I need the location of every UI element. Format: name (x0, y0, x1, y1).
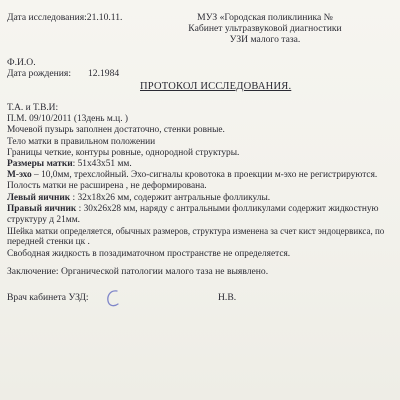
m-echo-label: М-эхо (7, 170, 32, 181)
protocol-line-uterus-position: Тело матки в правильном положении (7, 136, 156, 147)
conclusion: Заключение: Органической патологии малого таза не выявлено. (7, 266, 269, 277)
right-ovary-value: : 30х26х28 мм, наряду с антральными фолликулами содержит жидкостную (76, 203, 379, 214)
protocol-line-m-echo (7, 170, 397, 181)
protocol-line-cycle: П.М. 09/10/2011 (13день м.ц. ) (7, 114, 129, 125)
uterus-size-label: Размеры матки (7, 159, 73, 170)
org-department: Кабинет ультразвуковой диагностики (188, 23, 342, 34)
protocol-line-free-fluid: Свободная жидкость в позадиматочном пространстве не определяется. (7, 248, 291, 259)
left-ovary-label: Левый яичник (7, 192, 71, 203)
protocol-line-uterus-size (7, 159, 397, 170)
protocol-line-right-ovary (7, 204, 397, 215)
protocol-title: ПРОТОКОЛ ИССЛЕДОВАНИЯ. (140, 81, 292, 92)
protocol-line-cervix-cont: передней стенки цк . (7, 237, 90, 248)
dob-label: Дата рождения: (7, 68, 71, 79)
study-date: Дата исследования:21.10.11. (7, 12, 123, 23)
doctor-initials: Н.В. (218, 292, 237, 303)
protocol-body (7, 103, 397, 260)
protocol-line-right-ovary-cont: структуру д 21мм. (7, 215, 81, 226)
org-study-type: УЗИ малого таза. (229, 34, 301, 45)
uterus-size-value: : 51х43х51 мм. (72, 159, 132, 170)
protocol-line-uterus-structure: Границы четкие, контуры ровные, однородной структуры. (7, 147, 240, 158)
protocol-line-names: Т.А. и Т.В.И: (7, 103, 59, 113)
fio-label: Ф.И.О. (7, 57, 36, 68)
signature-mark (102, 287, 124, 309)
m-echo-value: – 10,0мм, трехслойный. Эхо-сигналы кровотока в проекции м-эхо не регистрируются. (31, 170, 378, 181)
doctor-label: Врач кабинета УЗД: (7, 292, 89, 303)
protocol-line-bladder: Мочевой пузырь заполнен достаточно, стенки ровные. (7, 125, 225, 136)
dob-value: 12.1984 (88, 68, 120, 79)
left-ovary-value: : 32х18х26 мм, содержит антральные фолликулы. (70, 192, 271, 203)
protocol-line-left-ovary (7, 193, 397, 204)
right-ovary-label: Правый яичник (7, 203, 77, 214)
protocol-line-cervix: Шейка матки определяется, обычных размеров, структура изменена за счет кист эндоцервикса, по (7, 226, 385, 237)
org-header (130, 12, 360, 45)
protocol-line-cavity: Полость матки не расширена , не деформирована. (7, 181, 207, 192)
org-name: МУЗ «Городская поликлиника № (197, 12, 333, 23)
